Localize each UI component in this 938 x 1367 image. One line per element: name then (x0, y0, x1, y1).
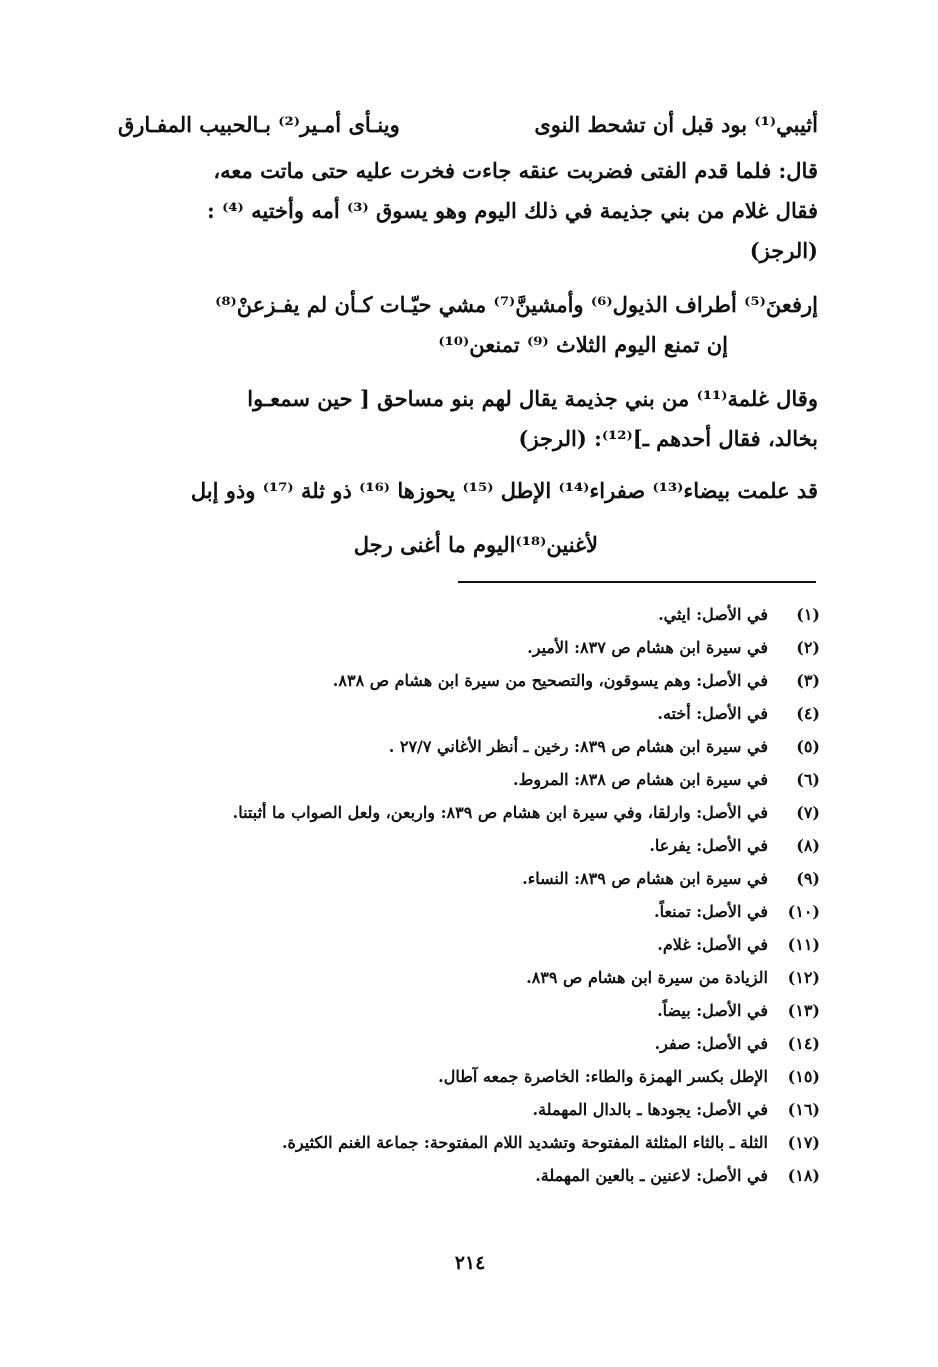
footnote-number: (١٥) (787, 1067, 820, 1086)
footnote-number: (٢) (796, 638, 820, 657)
footnote-item (100, 1093, 820, 1126)
footnote-number: (١٤) (787, 1034, 820, 1053)
footnote-text: في الأصل: ايثي. (658, 605, 768, 624)
footnote-number: (٩) (796, 869, 820, 888)
footnote-number: (٧) (796, 803, 820, 822)
footnote-text: في سيرة ابن هشام ص ٨٣٨: المروط. (513, 770, 768, 789)
footnote-number: (١) (796, 605, 820, 624)
footnote-item (100, 1060, 820, 1093)
footnote-number: (١٨) (787, 1166, 820, 1185)
footnote-text: في الأصل: صفر. (654, 1034, 768, 1053)
footnote-item (100, 631, 820, 664)
footnote-text: في الأصل: يجودها ـ بالدال المهملة. (532, 1100, 768, 1119)
footnote-item (100, 1027, 820, 1060)
footnote-item (100, 928, 820, 961)
verse-1-first-hemistich: أثيبي⁽¹⁾ بود قبل أن تشحط النوى (534, 112, 818, 137)
footnote-number: (١٣) (787, 1001, 820, 1020)
footnote-divider (458, 581, 816, 583)
footnote-number: (١٢) (787, 968, 820, 987)
footnote-text: في الأصل: غلام. (657, 935, 768, 954)
footnote-item (100, 598, 820, 631)
footnote-item (100, 961, 820, 994)
prose-line-1: قال: فلما قدم الفتى فضربت عنقه جاءت فخرت عليه حتى ماتت معه، (213, 158, 818, 183)
footnote-text: في الأصل: تمنعاً. (654, 902, 768, 921)
footnote-item (100, 895, 820, 928)
footnotes-list (100, 598, 820, 1192)
footnote-text: في الأصل: وارلقا، وفي سيرة ابن هشام ص ٨٣٩: واربعن، ولعل الصواب ما أثبتنا. (232, 803, 768, 822)
footnote-text: في الأصل: وهم يسوقون، والتصحيح من سيرة ابن هشام ص ٨٣٨. (332, 671, 768, 690)
footnote-number: (٨) (796, 836, 820, 855)
footnote-item (100, 763, 820, 796)
footnote-item (100, 796, 820, 829)
footnote-text: الثلة ـ بالثاء المثلثة المفتوحة وتشديد اللام المفتوحة: جماعة الغنم الكثيرة. (281, 1133, 768, 1152)
footnote-text: الزيادة من سيرة ابن هشام ص ٨٣٩. (526, 968, 768, 987)
footnote-item (100, 1159, 820, 1192)
footnote-item (100, 730, 820, 763)
footnote-text: في سيرة ابن هشام ص ٨٣٩: رخين ـ أنظر الأغاني ٢٧/٧ . (388, 737, 768, 756)
meter-label-rajaz-1: (الرجز) (749, 238, 818, 263)
poem-verse-2-line-2: إن تمنع اليوم الثلاث ⁽⁹⁾ تمنعن⁽¹⁰⁾ (438, 332, 728, 357)
poem-verse-3-line-2: لأغنين⁽¹⁸⁾اليوم ما أغنى رجل (353, 532, 598, 557)
footnote-text: الإطل بكسر الهمزة والطاء: الخاصرة جمعه آطال. (438, 1067, 768, 1086)
footnote-number: (١١) (787, 935, 820, 954)
footnote-number: (١٧) (787, 1133, 820, 1152)
footnote-item (100, 829, 820, 862)
prose-line-3: وقال غلمة⁽¹¹⁾ من بني جذيمة يقال لهم بنو مساحق [ حين سمعـوا (247, 386, 818, 411)
footnote-item (100, 664, 820, 697)
poem-verse-1 (118, 112, 818, 146)
footnote-text: في سيرة ابن هشام ص ٨٣٩: النساء. (522, 869, 768, 888)
poem-verse-3-line-1: قد علمت بيضاء⁽¹³⁾ صفراء⁽¹⁴⁾ الإطل ⁽¹⁵⁾ يحوزها ⁽¹⁶⁾ ذو ثلة ⁽¹⁷⁾ وذو إبل (190, 478, 818, 503)
prose-line-4: بخالد، فقال أحدهم ـ]⁽¹²⁾: (الرجز) (518, 426, 818, 451)
page-number: ٢١٤ (454, 1252, 486, 1274)
footnote-number: (١٦) (787, 1100, 820, 1119)
footnote-text: في الأصل: بيضاً. (657, 1001, 768, 1020)
footnote-number: (٥) (796, 737, 820, 756)
footnote-text: في الأصل: أخته. (657, 704, 768, 723)
poem-verse-2-line-1: إرفعنَ⁽⁵⁾ أطراف الذيول⁽⁶⁾ وأمشينَّ⁽⁷⁾ مشي حيّـات كـأن لم يفـزعنْ⁽⁸⁾ (215, 292, 818, 317)
footnote-number: (٦) (796, 770, 820, 789)
footnote-text: في الأصل: يفرعا. (649, 836, 768, 855)
footnote-item (100, 1126, 820, 1159)
footnote-text: في الأصل: لاعنين ـ بالعين المهملة. (535, 1166, 768, 1185)
footnote-number: (١٠) (787, 902, 820, 921)
prose-line-2: فقال غلام من بني جذيمة في ذلك اليوم وهو يسوق ⁽³⁾ أمه وأختيه ⁽⁴⁾ : (207, 198, 818, 223)
footnote-item (100, 994, 820, 1027)
footnote-item (100, 862, 820, 895)
verse-1-second-hemistich: وينـأى أمـير⁽²⁾ بـالحبيب المفـارق (118, 112, 400, 137)
footnote-number: (٤) (796, 704, 820, 723)
footnote-item (100, 697, 820, 730)
footnote-text: في سيرة ابن هشام ص ٨٣٧: الأمير. (527, 638, 768, 657)
footnote-number: (٣) (796, 671, 820, 690)
